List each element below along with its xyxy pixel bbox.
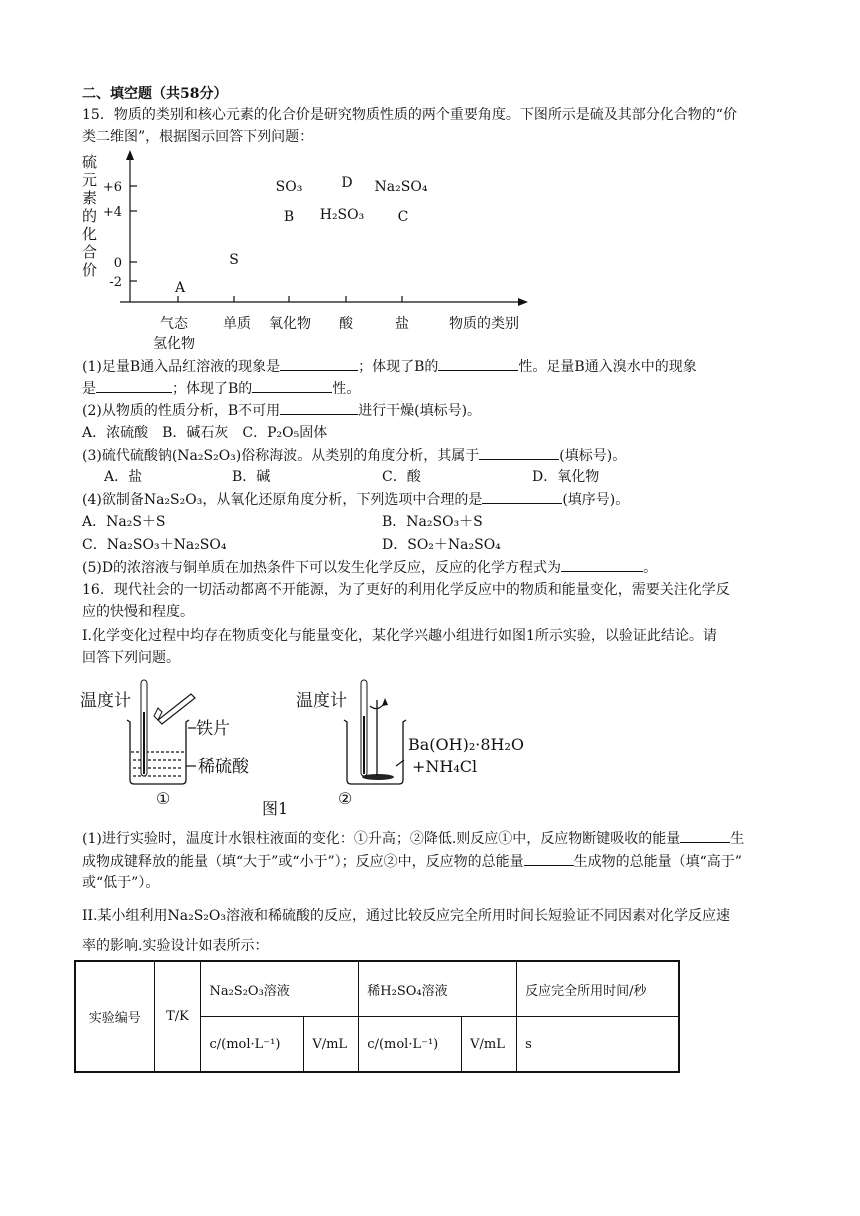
iron-label: 铁片 xyxy=(196,719,230,739)
option-item: C．Na₂SO₃＋Na₂SO₄ xyxy=(82,537,227,553)
y-axis-arrow xyxy=(126,150,134,160)
col-header-temp: T/K xyxy=(154,961,201,1072)
q15-part5: (5)D的浓溶液与铜单质在加热条件下可以发生化学反应，反应的化学方程式为 。 xyxy=(82,557,657,578)
q16-q1-line3: 或“低于”）。 xyxy=(82,875,160,891)
q15-part3: (3)硫代硫酸钠(Na₂S₂O₃)俗称海波。从类别的角度分析，其属于 (填标号)。 xyxy=(82,445,626,466)
q15-stem-line2: 类二维图”，根据图示回答下列问题： xyxy=(82,129,314,145)
x-tick-label: 气态 xyxy=(160,316,188,332)
x-tick-label: 氧化物 xyxy=(269,316,311,332)
q16-q1-line1: (1)进行实验时，温度计水银柱液面的变化：①升高；②降低.则反应①中，反应物断键吸收的能量 生 xyxy=(82,828,744,849)
sub-header-volume: V/mL xyxy=(462,1017,517,1073)
q16-stem-line1: 16．现代社会的一切活动都离不开能源，为了更好的利用化学反应中的物质和能量变化，需要关注化学反 xyxy=(82,582,730,598)
beaker-1 xyxy=(127,720,189,784)
sub-header-conc: c/(mol·L⁻¹) xyxy=(201,1017,304,1073)
point-D: D xyxy=(341,175,353,191)
q15-part2-options: A．浓硫酸 B．碱石灰 C．P₂O₅固体 xyxy=(82,425,328,441)
q16-part2-line2: 率的影响.实验设计如表所示： xyxy=(82,938,269,954)
q15-part2: (2)从物质的性质分析，B不可用 进行干燥(填标号)。 xyxy=(82,400,481,421)
sub-header-volume: V/mL xyxy=(304,1017,359,1073)
experiment-1-number: ① xyxy=(156,789,171,808)
point-Na2SO4: Na₂SO₄ xyxy=(374,179,428,195)
point-A: A xyxy=(174,280,186,296)
sub-header-conc: c/(mol·L⁻¹) xyxy=(359,1017,462,1073)
answer-blank[interactable] xyxy=(482,489,562,504)
option-item: D．SO₂＋Na₂SO₄ xyxy=(382,537,501,553)
y-label-char: 价 xyxy=(82,261,98,279)
q16-part2-line1: II.某小组利用Na₂S₂O₃溶液和稀硫酸的反应，通过比较反应完全所用时间长短验证不同因素对化学反应速 xyxy=(82,908,731,924)
y-label-char: 元 xyxy=(82,171,98,189)
col-header-na2s2o3: Na₂S₂O₃溶液 xyxy=(201,961,359,1017)
thermometer-label: 温度计 xyxy=(80,691,131,711)
thermometer-2 xyxy=(361,680,367,776)
iron-strip xyxy=(154,694,195,724)
q16-part1-line2: 回答下列问题。 xyxy=(82,650,180,666)
col-header-time: 反应完全所用时间/秒 xyxy=(517,961,679,1017)
answer-blank[interactable] xyxy=(561,557,643,572)
x-axis-label: 物质的类别 xyxy=(449,316,519,332)
acid-label: 稀硫酸 xyxy=(198,757,249,777)
x-axis-arrow xyxy=(518,298,528,306)
option-item: B．碱 xyxy=(232,469,271,485)
y-tick-label: -2 xyxy=(109,275,122,290)
answer-blank[interactable] xyxy=(524,851,574,866)
thermometer-label: 温度计 xyxy=(296,691,347,711)
y-label-char: 的 xyxy=(82,207,98,225)
point-H2SO3: H₂SO₃ xyxy=(319,207,365,223)
q15-stem-line1: 15．物质的类别和核心元素的化合价是研究物质性质的两个重要角度。下图所示是硫及其部分化合物的“价 xyxy=(82,107,737,123)
x-tick-label: 酸 xyxy=(339,316,353,332)
point-S: S xyxy=(229,252,239,268)
option-item: D．氧化物 xyxy=(532,469,600,485)
x-tick-label-sub: 氢化物 xyxy=(153,336,195,352)
answer-blank[interactable] xyxy=(280,400,358,415)
option-item: C．酸 xyxy=(382,469,421,485)
y-label-char: 素 xyxy=(82,189,98,207)
y-label-char: 合 xyxy=(82,243,98,261)
valence-chart xyxy=(70,148,540,356)
y-tick-label: +6 xyxy=(102,180,122,195)
figure-caption: 图1 xyxy=(262,799,289,818)
y-tick-label: 0 xyxy=(113,256,122,271)
y-label-char: 硫 xyxy=(82,153,98,171)
point-C: C xyxy=(397,209,409,225)
reagent-label-1: Ba(OH)₂·8H₂O xyxy=(408,735,525,754)
sub-header-seconds: s xyxy=(517,1017,679,1073)
answer-blank[interactable] xyxy=(680,828,730,843)
experiment-table xyxy=(74,960,680,1073)
option-item: A．Na₂S＋S xyxy=(82,514,166,530)
answer-blank[interactable] xyxy=(96,378,172,393)
option-item: A．盐 xyxy=(104,469,143,485)
x-tick-label: 盐 xyxy=(395,316,409,332)
figure-1 xyxy=(76,678,536,818)
col-header-id: 实验编号 xyxy=(75,961,154,1072)
x-tick-label: 单质 xyxy=(223,316,251,332)
answer-blank[interactable] xyxy=(479,445,559,460)
q16-q1-line2: 成物成键释放的能量（填“大于”或“小于”）；反应②中，反应物的总能量 生成物的总能量（填“高于” xyxy=(82,851,742,872)
point-B: B xyxy=(283,209,295,225)
answer-blank[interactable] xyxy=(252,378,332,393)
stirring-rod xyxy=(370,698,388,776)
q15-part1-line1: (1)足量B通入品红溶液的现象是 ；体现了B的 性。足量B通入溴水中的现象 xyxy=(82,356,697,377)
q16-stem-line2: 应的快慢和程度。 xyxy=(82,604,194,620)
q16-part1-line1: I.化学变化过程中均存在物质变化与能量变化，某化学兴趣小组进行如图1所示实验，以验证此结论。请 xyxy=(82,628,717,644)
answer-blank[interactable] xyxy=(438,356,518,371)
y-label-char: 化 xyxy=(82,225,98,243)
q15-part4: (4)欲制备Na₂S₂O₃，从氧化还原角度分析，下列选项中合理的是 (填序号)。 xyxy=(82,489,629,510)
experiment-2-number: ② xyxy=(338,789,353,808)
point-SO3: SO₃ xyxy=(275,179,303,195)
answer-blank[interactable] xyxy=(280,356,358,371)
y-tick-label: +4 xyxy=(102,205,122,220)
reagent-label-2: +NH₄Cl xyxy=(412,757,478,776)
q15-part1-line2: 是 ；体现了B的 性。 xyxy=(82,378,360,399)
option-item: B．Na₂SO₃＋S xyxy=(382,514,483,530)
thermometer-1 xyxy=(141,680,147,776)
section-title: 二、填空题（共58分） xyxy=(82,86,228,102)
col-header-h2so4: 稀H₂SO₄溶液 xyxy=(359,961,517,1017)
